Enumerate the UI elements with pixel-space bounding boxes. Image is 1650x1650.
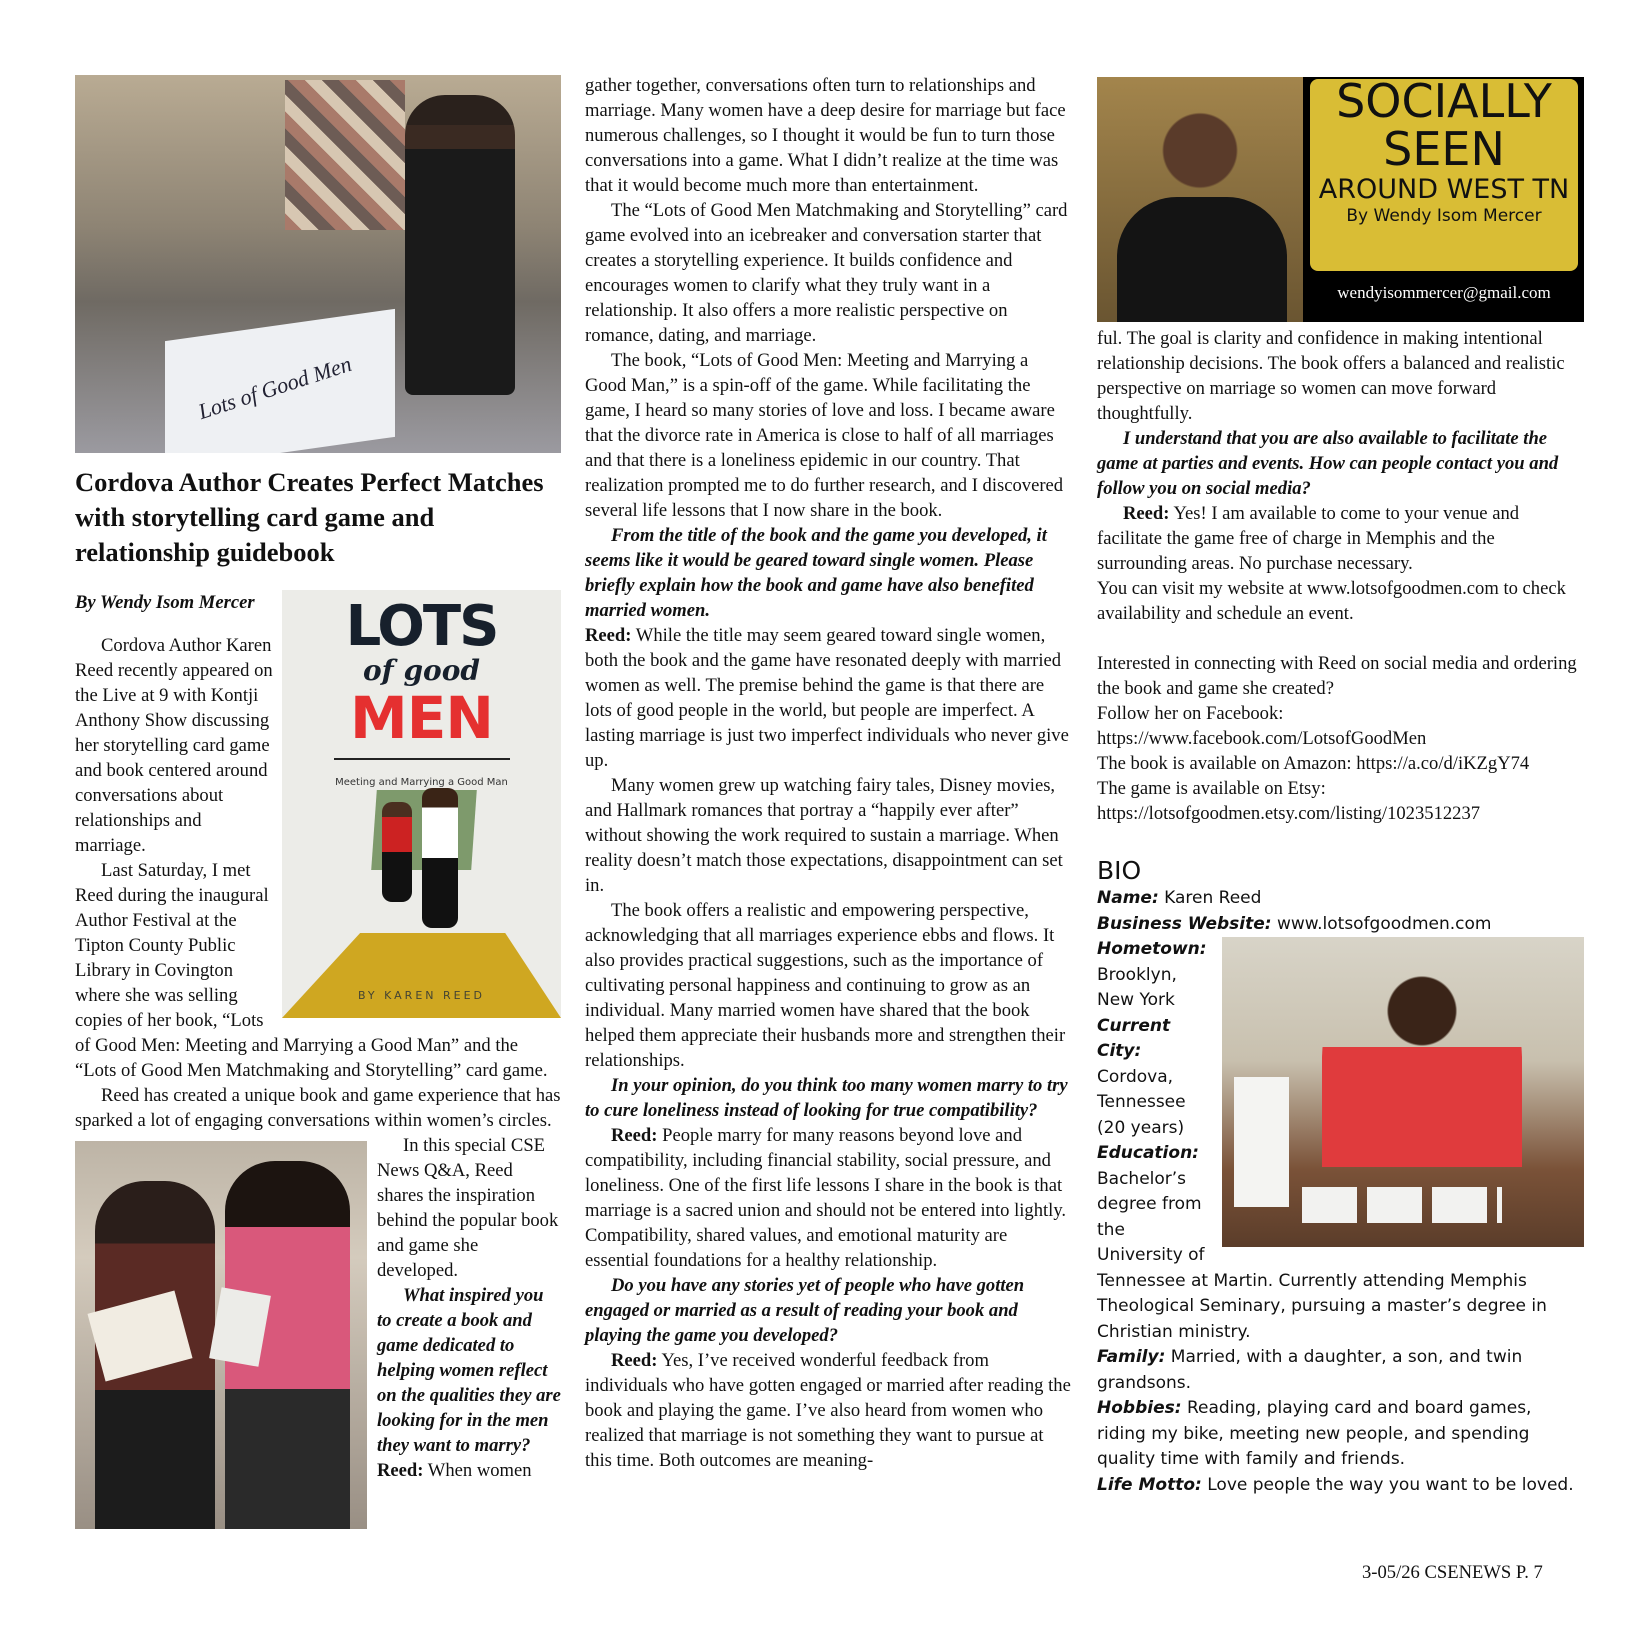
article-headline: Cordova Author Creates Perfect Matches with storytelling card game and relationship guidebook <box>75 467 544 567</box>
paragraph: gather together, conversations often turn to relationships and marriage. Many women have a deep desire for marriage but face numerous challenges, so I thought it would be fun to turn those conversations into a game. What I didn’t realize at the time was that it would become much more than entertainment. <box>585 75 1066 196</box>
banner-seen: SEEN <box>1383 122 1505 176</box>
bio-city: Current City: Cordova, Tennessee (20 years) <box>1097 1015 1186 1138</box>
paragraph: Many women grew up watching fairy tales, Disney movies, and Hallmark romances that portray a “happily ever after” without showing the work required to sustain a marriage. When reality doesn’t match those expectations, disappointment can set in. <box>585 775 1063 896</box>
paragraph: Cordova Author Karen Reed recently appeared on the Live at 9 with Kontji Anthony Show discussing her storytelling card game and book centered around conversations about relationships and marriage. <box>75 635 273 856</box>
paragraph: The book offers a realistic and empowering perspective, acknowledging that all marriages experience ebbs and flows. It also provides practical suggestions, such as the importance of cultivating personal happiness and continuing to grow as an individual. Many married women have shared that the book helped them appreciate their husbands more and strengthen their relationships. <box>585 900 1066 1071</box>
amazon-link[interactable]: The book is available on Amazon: https://a.co/d/iKZgY74 <box>1097 753 1530 774</box>
banner-byline: By Wendy Isom Mercer <box>1346 206 1542 226</box>
interview-question: What inspired you to create a book and game dedicated to helping women reflect on the qualities they are looking for in the men they want to marry? <box>377 1285 561 1456</box>
bio-section <box>1097 856 1584 1498</box>
interview-question: Do you have any stories yet of people who have gotten engaged or married as a result of reading your book and playing the game you developed? <box>585 1275 1025 1346</box>
author-with-book-photo <box>1222 937 1584 1247</box>
booth-banner-text: Lots of Good Men <box>195 350 355 425</box>
facebook-link[interactable]: Follow her on Facebook: https://www.facebook.com/LotsofGoodMen <box>1097 703 1427 749</box>
paragraph: You can visit my website at www.lotsofgoodmen.com to check availability and schedule an event. <box>1097 578 1566 624</box>
book-cover-image <box>282 590 561 1018</box>
bio-family: Family: Married, with a daughter, a son, and twin grandsons. <box>1097 1347 1523 1393</box>
interview-question: I understand that you are also available to facilitate the game at parties and events. How can people contact you and follow you on social media? <box>1097 428 1559 499</box>
etsy-link[interactable]: The game is available on Etsy: https://lotsofgoodmen.etsy.com/listing/1023512237 <box>1097 778 1481 824</box>
page-footer: 3-05/26 CSENEWS P. 7 <box>1362 1562 1543 1583</box>
banner-socially: SOCIALLY <box>1336 79 1552 128</box>
banner-around-west-tn: AROUND WEST TN <box>1318 174 1570 205</box>
bio-motto: Life Motto: Love people the way you want to be loved. <box>1097 1474 1574 1495</box>
paragraph: Last Saturday, I met Reed during the inaugural Author Festival at the Tipton County Public Library in Covington where she was selling copies of her book, “Lots of Good Men: Meeting and Marrying a Good Man” and the “Lots of Good Men Matchmaking and Storytelling” card game. <box>75 860 548 1081</box>
answer: Reed: Yes, I’ve received wonderful feedback from individuals who have gotten engaged or married after reading the book and playing the game. I’ve also heard from women who realized that marriage is not something they want to pursue at this time. Both outcomes are meaning- <box>585 1350 1071 1471</box>
bio-title: BIO <box>1097 856 1142 885</box>
bio-hometown: Hometown: Brooklyn, New York <box>1097 939 1207 1010</box>
answer: Reed: When women <box>377 1460 532 1481</box>
paragraph: Reed has created a unique book and game experience that has sparked a lot of engaging conversations within women’s circles. <box>75 1085 561 1131</box>
answer: Reed: Yes! I am available to come to your venue and facilitate the game free of charge in Memphis and the surrounding areas. No purchase necessary. <box>1097 503 1520 574</box>
paragraph: Interested in connecting with Reed on social media and ordering the book and game she created? <box>1097 653 1577 699</box>
cover-subtitle: Meeting and Marrying a Good Man <box>335 777 508 788</box>
paragraph: The book, “Lots of Good Men: Meeting and Marrying a Good Man,” is a spin-off of the game. While facilitating the game, I heard so many stories of love and loss. I became aware that the divorce rate in America is close to half of all marriages and that there is a loneliness epidemic in our country. That realization prompted me to do further research, and I discovered several life lessons that I now share in the book. <box>585 350 1064 521</box>
paragraph: The “Lots of Good Men Matchmaking and Storytelling” card game evolved into an icebreaker and conversation starter that creates a storytelling experience. It builds confidence and encourages women to clarify what they truly want in a relationship. It also offers a more realistic perspective on romance, dating, and marriage. <box>585 200 1068 346</box>
columnist-email[interactable]: wendyisommercer@gmail.com <box>1337 283 1551 302</box>
column-2 <box>585 73 1072 1473</box>
bio-hobbies: Hobbies: Reading, playing card and board games, riding my bike, meeting new people, and spending quality time with family and friends. <box>1097 1398 1532 1469</box>
bio-website: Business Website: www.lotsofgoodmen.com <box>1097 913 1492 934</box>
author-with-writer-photo <box>75 1141 367 1529</box>
answer: Reed: People marry for many reasons beyond love and compatibility, including financial stability, social pressure, and loneliness. One of the first life lessons I share in the book is that marriage is a sacred union and should not be entered into lightly. Compatibility, shared values, and emotional maturity are essential foundations for a healthy relationship. <box>585 1125 1067 1271</box>
answer-label: Reed: <box>377 1460 424 1481</box>
paragraph: ful. The goal is clarity and confidence in making intentional relationship decisions. The book offers a balanced and realistic perspective on marriage so women can move forward thoughtfully. <box>1097 328 1565 424</box>
paragraph: In this special CSE News Q&A, Reed shares the inspiration behind the popular book and game she developed. <box>377 1135 559 1281</box>
column-3 <box>1097 77 1584 1498</box>
columnist-photo <box>1097 77 1303 322</box>
cover-title-of-good: of good <box>363 654 480 687</box>
author-booth-photo <box>75 75 561 453</box>
column-header-banner <box>1097 77 1584 322</box>
cover-author: BY KAREN REED <box>357 989 486 1002</box>
column-1 <box>75 75 561 1529</box>
interview-question: In your opinion, do you think too many women marry to try to cure loneliness instead of looking for true compatibility? <box>585 1075 1068 1121</box>
byline: By Wendy Isom Mercer <box>75 592 255 613</box>
bio-education: Education: Bachelor’s degree from the University of Tennessee at Martin. Currently attending Memphis Theological Seminary, pursuing a master’s degree in Christian ministry. <box>1097 1143 1547 1342</box>
cover-title-men: MEN <box>350 684 493 752</box>
cover-title-lots: LOTS <box>345 594 498 659</box>
bio-name: Name: Karen Reed <box>1097 888 1262 908</box>
answer: Reed: While the title may seem geared toward single women, both the book and the game have resonated deeply with married women as well. The premise behind the game is that there are lots of good people in the world, but people are imperfect. A lasting marriage is just two imperfect individuals who never give up. <box>585 625 1069 771</box>
interview-question: From the title of the book and the game you developed, it seems like it would be geared toward single women. Please briefly explain how the book and game have also benefited married women. <box>585 525 1047 621</box>
